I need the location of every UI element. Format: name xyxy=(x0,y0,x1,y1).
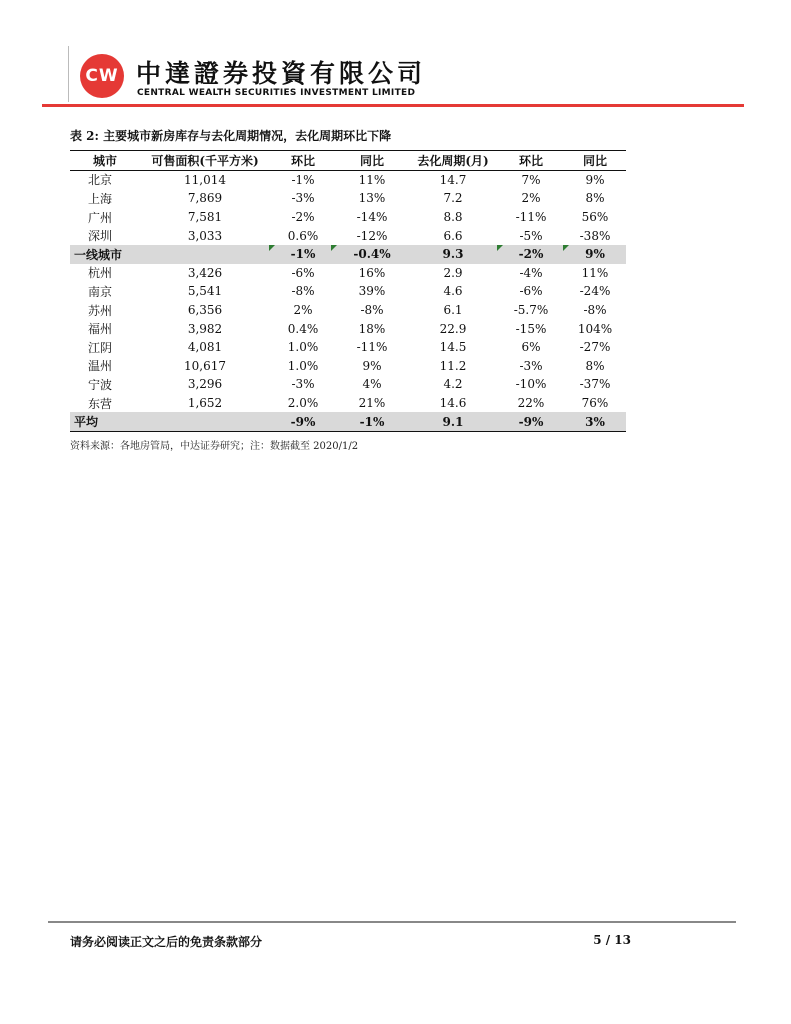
cell-area-yoy xyxy=(336,245,408,264)
header-cycle: 去化周期(月) xyxy=(417,153,489,168)
cell-cycle: 6.1 xyxy=(443,303,463,318)
cell-area: 5,541 xyxy=(187,284,223,299)
cell-cycle-mom: 7% xyxy=(521,172,541,187)
cell-area xyxy=(140,245,270,264)
cell-cycle-mom: -6% xyxy=(519,284,543,299)
table-row xyxy=(70,170,626,189)
table-row xyxy=(70,301,626,320)
cell-area-mom: 2.0% xyxy=(287,396,319,411)
cell-cycle: 8.8 xyxy=(443,210,463,225)
cell-cycle: 6.6 xyxy=(443,228,463,243)
cell-area: 1,652 xyxy=(187,396,223,411)
cell-cycle-yoy: -38% xyxy=(579,228,611,243)
cell-area-yoy: -12% xyxy=(356,228,388,243)
cell-area: 7,581 xyxy=(187,210,223,225)
header-cycle-yoy: 同比 xyxy=(582,153,607,168)
cell-cycle: 14.6 xyxy=(439,396,467,411)
logo-text: CW xyxy=(85,66,119,86)
cell-area: 3,033 xyxy=(187,228,223,243)
cell-note-marker: -1% xyxy=(290,247,316,262)
cell-area-mom: -6% xyxy=(291,265,315,280)
cell-area: 4,081 xyxy=(187,340,223,355)
table-row xyxy=(70,264,626,283)
cell-area-yoy: 39% xyxy=(358,284,386,299)
table-row xyxy=(70,319,626,338)
cell-note-marker: 9% xyxy=(585,247,605,262)
cell-cycle-mom: -10% xyxy=(515,377,547,392)
cell-area-mom: -1% xyxy=(291,172,315,187)
cell-area: 3,426 xyxy=(187,265,223,280)
footer-rule xyxy=(48,921,736,923)
inventory-table xyxy=(70,150,626,432)
cell-area-mom: 0.6% xyxy=(287,228,319,243)
table-row xyxy=(70,208,626,227)
table-row xyxy=(70,357,626,376)
table-caption: 表 2: 主要城市新房库存与去化周期情况，去化周期环比下降 xyxy=(70,129,392,143)
cell-cycle: 14.7 xyxy=(439,172,467,187)
cell-cycle: 11.2 xyxy=(439,358,467,373)
cell-note-marker: -2% xyxy=(518,247,544,262)
cell-cycle-mom: -15% xyxy=(515,321,547,336)
header-cycle-mom: 环比 xyxy=(518,153,543,168)
cell-area: 11,014 xyxy=(184,172,226,187)
cell-area-yoy: -8% xyxy=(360,303,384,318)
cell-area-mom: -3% xyxy=(291,191,315,206)
company-name-cn: 中達證券投資有限公司 xyxy=(136,59,427,88)
cell-city: 深圳 xyxy=(88,229,113,244)
header-city: 城市 xyxy=(92,153,117,168)
cell-cycle-yoy: 8% xyxy=(585,191,605,206)
cell-cycle: 9.1 xyxy=(442,414,464,429)
cell-cycle-yoy: 11% xyxy=(581,265,609,280)
cell-city: 上海 xyxy=(88,191,113,206)
cell-cycle-yoy: -27% xyxy=(579,340,611,355)
cell-area-mom: 0.4% xyxy=(287,321,319,336)
table-row xyxy=(70,394,626,413)
cell-cycle: 4.6 xyxy=(443,284,463,299)
cell-area: 7,869 xyxy=(187,191,223,206)
cell-city: 北京 xyxy=(88,173,113,188)
cell-area-yoy: 4% xyxy=(362,377,382,392)
cell-note-marker: -0.4% xyxy=(353,247,391,262)
cell-cycle-yoy: -37% xyxy=(579,377,611,392)
cell-area-mom xyxy=(270,245,336,264)
cell-area-yoy: 9% xyxy=(362,358,382,373)
cell-city: 江阴 xyxy=(88,340,113,355)
cell-area-mom: -2% xyxy=(291,210,315,225)
header-rule xyxy=(42,104,744,107)
table-row xyxy=(70,338,626,357)
cell-cycle: 14.5 xyxy=(439,340,467,355)
header-area-mom: 环比 xyxy=(290,153,315,168)
cell-area: 3,296 xyxy=(187,377,223,392)
cell-cycle-yoy xyxy=(564,245,626,264)
cell-area-yoy: 21% xyxy=(358,396,386,411)
cell-area-yoy: -1% xyxy=(359,414,385,429)
cell-area-mom: -9% xyxy=(290,414,316,429)
cell-cycle-mom: 2% xyxy=(521,191,541,206)
cell-cycle-yoy: 56% xyxy=(581,210,609,225)
table-source-note: 资料来源：各地房管局，中达证券研究；注：数据截至 2020/1/2 xyxy=(70,441,359,452)
cell-cycle-mom: -11% xyxy=(515,210,547,225)
cell-city: 广州 xyxy=(88,210,113,225)
cell-area xyxy=(140,412,270,431)
header-area: 可售面积(千平方米) xyxy=(151,153,259,168)
table-row xyxy=(70,375,626,394)
cell-cycle-mom xyxy=(498,245,564,264)
cell-cycle-yoy: 104% xyxy=(577,321,613,336)
footer-disclaimer: 请务必阅读正文之后的免责条款部分 xyxy=(70,935,263,949)
cell-cycle-yoy: 9% xyxy=(585,172,605,187)
header-divider xyxy=(68,46,69,102)
cell-area: 3,982 xyxy=(187,321,223,336)
cell-city: 东营 xyxy=(88,396,113,411)
table-average-row xyxy=(70,412,626,431)
cell-area: 6,356 xyxy=(187,303,223,318)
cell-cycle-mom: -4% xyxy=(519,265,543,280)
cell-city: 福州 xyxy=(88,322,113,337)
table-row xyxy=(70,226,626,245)
cell-cycle-mom: -9% xyxy=(518,414,544,429)
page-header xyxy=(68,44,744,104)
cell-cycle-yoy: 8% xyxy=(585,358,605,373)
table-row xyxy=(70,282,626,301)
cell-cycle-mom: 6% xyxy=(521,340,541,355)
header-area-yoy: 同比 xyxy=(359,153,384,168)
cell-city: 宁波 xyxy=(88,377,113,392)
cell-area-mom: 1.0% xyxy=(287,358,319,373)
cell-cycle-mom: 22% xyxy=(517,396,545,411)
cell-cycle-yoy: 3% xyxy=(585,414,605,429)
cell-area-mom: 2% xyxy=(293,303,313,318)
cell-cycle: 4.2 xyxy=(443,377,463,392)
cell-city: 南京 xyxy=(88,284,113,299)
cell-area-yoy: 11% xyxy=(358,172,386,187)
cell-area: 10,617 xyxy=(184,358,226,373)
cell-area-yoy: -11% xyxy=(356,340,388,355)
cell-cycle-yoy: -24% xyxy=(579,284,611,299)
cell-cycle-yoy: -8% xyxy=(583,303,607,318)
cell-area-yoy: 18% xyxy=(358,321,386,336)
cell-cycle-mom: -3% xyxy=(519,358,543,373)
cell-city: 杭州 xyxy=(88,266,113,281)
cell-cycle: 22.9 xyxy=(439,321,467,336)
cell-cycle: 9.3 xyxy=(442,247,464,262)
cell-city: 一线城市 xyxy=(74,247,123,262)
cell-area-mom: -8% xyxy=(291,284,315,299)
cell-cycle: 2.9 xyxy=(443,265,463,280)
cell-cycle-mom: -5.7% xyxy=(513,303,549,318)
cell-area-yoy: 13% xyxy=(358,191,386,206)
cell-city: 苏州 xyxy=(88,303,113,318)
page-number: 5 / 13 xyxy=(593,933,631,947)
cell-area-mom: -3% xyxy=(291,377,315,392)
cell-cycle-yoy: 76% xyxy=(581,396,609,411)
table-summary-row xyxy=(70,245,626,264)
cell-city: 温州 xyxy=(88,359,113,374)
cell-city: 平均 xyxy=(74,415,99,430)
cell-area-yoy: -14% xyxy=(356,210,388,225)
cell-area-yoy: 16% xyxy=(358,265,386,280)
company-logo xyxy=(80,54,124,98)
cell-cycle-mom: -5% xyxy=(519,228,543,243)
cell-cycle: 7.2 xyxy=(443,191,463,206)
table-row xyxy=(70,189,626,208)
table-header-row xyxy=(70,151,626,171)
cell-area-mom: 1.0% xyxy=(287,340,319,355)
company-name-en: CENTRAL WEALTH SECURITIES INVESTMENT LIMITED xyxy=(137,88,416,98)
